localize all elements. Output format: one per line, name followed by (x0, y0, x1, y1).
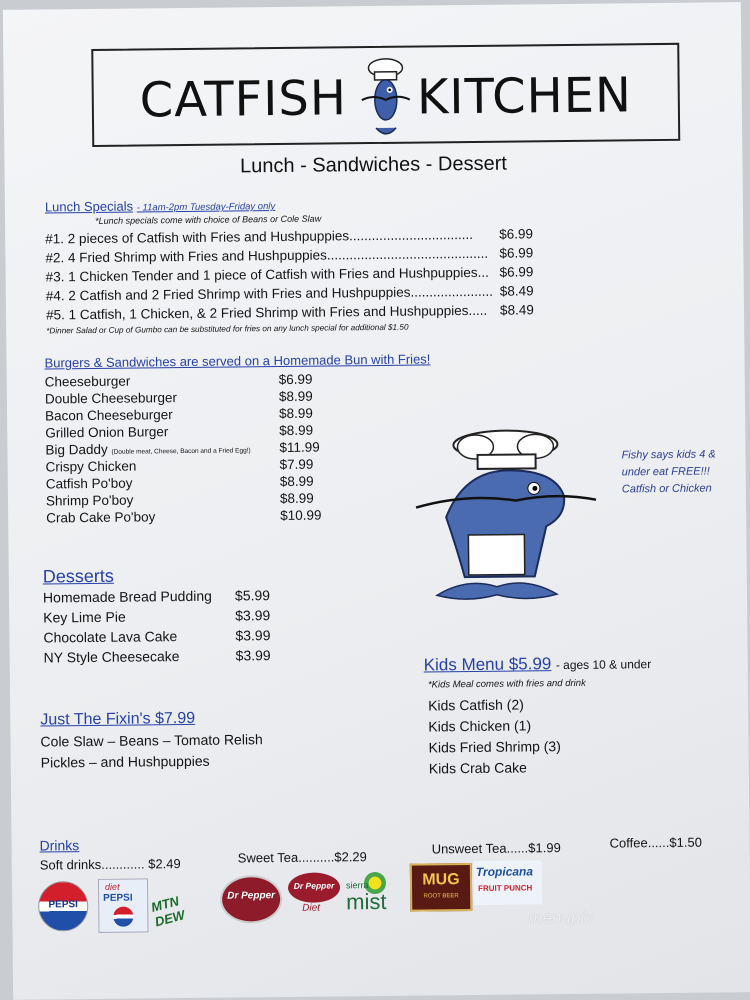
burger-item-label: Catfish Po'boy (45, 475, 133, 492)
diet-dr-pepper-logo-icon (288, 872, 340, 919)
menupix-watermark: menupix (528, 907, 593, 928)
tropicana-logo-text: Tropicana (475, 864, 534, 879)
burger-item-price: $8.99 (278, 388, 313, 405)
sierra-text: sierra (345, 880, 369, 891)
burger-item-price: $6.99 (278, 371, 313, 388)
burger-item-label: Grilled Onion Burger (45, 424, 169, 441)
burger-item-label: Big Daddy (45, 441, 108, 458)
dessert-item-label: Key Lime Pie (43, 608, 126, 626)
fixins-line: Cole Slaw – Beans – Tomato Relish (40, 731, 263, 750)
drink-label: Unsweet Tea...... (431, 840, 529, 857)
lunch-item-label: #4. 2 Catfish and 2 Fried Shrimp with Fries and Hushpuppies...................... (45, 283, 494, 304)
menu-page (3, 2, 750, 1000)
mug-root-beer-logo-icon (410, 863, 472, 912)
dr-pepper-logo-text: Dr Pepper (227, 890, 276, 902)
fishy-note-line: under eat FREE!!! (621, 465, 710, 479)
burger-item-label: Shrimp Po'boy (45, 492, 134, 509)
lunch-item-label: #5. 1 Catfish, 1 Chicken, & 2 Fried Shrimp with Fries and Hushpuppies..... (45, 302, 488, 323)
mountain-dew-logo-icon (149, 882, 214, 930)
lunch-note: *Lunch specials come with choice of Beans or Cole Slaw (94, 213, 322, 226)
chef-fish-logo-icon (355, 54, 416, 145)
kids-menu-header (424, 653, 652, 675)
burger-item-label: Crab Cake Po'boy (46, 509, 156, 526)
burger-item-price: $8.99 (279, 473, 314, 490)
lunch-item-price: $6.99 (499, 264, 534, 280)
burger-item-price: $7.99 (279, 456, 314, 473)
drink-unsweet-tea (432, 840, 561, 856)
dessert-item-price: $3.99 (235, 627, 271, 644)
kids-note: *Kids Meal comes with fries and drink (427, 677, 586, 691)
fishy-note-line: Fishy says kids 4 & (621, 448, 716, 462)
menu-subtitle: Lunch - Sandwiches - Dessert (239, 152, 507, 178)
dessert-item-price: $3.99 (235, 647, 271, 664)
kids-item: Kids Chicken (1) (428, 717, 532, 735)
kids-item: Kids Catfish (2) (428, 696, 524, 714)
lunch-item-label: #2. 4 Fried Shrimp with Fries and Hushpuppies........................................... (45, 245, 489, 266)
lunch-hours: - 11am-2pm Tuesday-Friday only (136, 201, 276, 214)
mug-logo-text: MUG (422, 871, 460, 889)
lunch-item-label: #3. 1 Chicken Tender and 1 piece of Catfish with Fries and Hushpuppies... (45, 264, 489, 285)
burger-item-price: $8.99 (279, 422, 314, 439)
burger-item-price: $11.99 (279, 439, 320, 456)
pepsi-logo-icon (38, 881, 89, 932)
title-box (91, 43, 680, 147)
dessert-item-label: NY Style Cheesecake (43, 648, 180, 666)
fruit-punch-text: FRUIT PUNCH (478, 883, 533, 893)
desserts-heading: Desserts (42, 565, 114, 587)
mtn-dew-logo-text: MTN DEW (149, 893, 187, 930)
kids-item: Kids Crab Cake (428, 759, 527, 777)
fixins-line: Pickles – and Hushpuppies (40, 752, 210, 771)
burger-item-label: Bacon Cheeseburger (45, 407, 173, 424)
burger-item-label: Crispy Chicken (45, 458, 137, 475)
lunch-item-price: $8.49 (499, 302, 534, 318)
title-catfish: CATFISH (139, 70, 348, 129)
kids-menu-heading: Kids Menu $5.99 (423, 654, 552, 675)
fishy-note-line: Catfish or Chicken (621, 482, 712, 496)
chef-fish-mascot-icon (405, 426, 607, 608)
burger-item-label: Double Cheeseburger (44, 390, 178, 407)
drink-label: Coffee...... (609, 834, 670, 851)
burger-item-price: $8.99 (279, 405, 313, 422)
burger-item-big-daddy (45, 440, 250, 457)
mug-sub-text: ROOT BEER (423, 893, 459, 900)
drink-coffee (610, 835, 702, 851)
dessert-item-label: Homemade Bread Pudding (42, 587, 212, 606)
lunch-item-price: $6.99 (499, 226, 534, 242)
dessert-item-price: $5.99 (234, 587, 271, 604)
diet-dr-pepper-logo-text: Dr Pepper (293, 880, 335, 891)
drink-sweet-tea (238, 849, 367, 865)
drink-label: Soft drinks............ (39, 856, 145, 873)
diet-pepsi-logo-icon (98, 878, 149, 933)
diet-pepsi-logo-text: PEPSI (103, 892, 133, 904)
burger-item-price: $10.99 (280, 507, 322, 524)
diet-pepsi-diet-text: diet (104, 881, 120, 892)
diet-dr-pepper-sub-text: Diet (302, 902, 321, 914)
drink-price: $2.29 (334, 849, 367, 865)
dessert-item-price: $3.99 (235, 607, 271, 624)
burgers-heading: Burgers & Sandwiches are served on a Homemade Bun with Fries! (44, 351, 431, 371)
burger-item-label: Cheeseburger (44, 373, 131, 390)
drinks-heading: Drinks (39, 837, 80, 854)
pepsi-logo-text: PEPSI (48, 899, 79, 911)
dr-pepper-logo-icon (220, 875, 282, 924)
title-kitchen: KITCHEN (416, 67, 633, 126)
drink-soft (40, 856, 181, 872)
drink-price: $2.49 (148, 856, 181, 872)
lunch-specials-header (45, 197, 275, 214)
burger-item-note: (Double meat, Cheese, Bacon and a Fried Egg!) (111, 447, 251, 456)
dessert-item-label: Chocolate Lava Cake (43, 628, 178, 646)
lunch-footnote: *Dinner Salad or Cup of Gumbo can be substituted for fries on any lunch special for additional $1.50 (46, 322, 409, 336)
kids-ages: - ages 10 & under (555, 657, 652, 673)
burger-item-price: $8.99 (279, 490, 314, 507)
lunch-item-price: $6.99 (499, 245, 534, 261)
drink-price: $1.50 (669, 834, 702, 850)
tropicana-logo-icon (474, 860, 542, 905)
fixins-heading: Just The Fixin's $7.99 (40, 709, 196, 729)
sierra-mist-logo-icon (346, 872, 406, 921)
kids-item: Kids Fried Shrimp (3) (428, 738, 561, 756)
drink-price: $1.99 (528, 840, 561, 856)
fishy-note (621, 446, 716, 498)
mist-text: mist (346, 888, 387, 915)
drink-label: Sweet Tea.......... (237, 849, 335, 866)
lunch-specials-heading: Lunch Specials (44, 198, 134, 215)
lunch-item-price: $8.49 (499, 283, 534, 299)
lunch-item-label: #1. 2 pieces of Catfish with Fries and Hushpuppies................................. (45, 226, 473, 247)
